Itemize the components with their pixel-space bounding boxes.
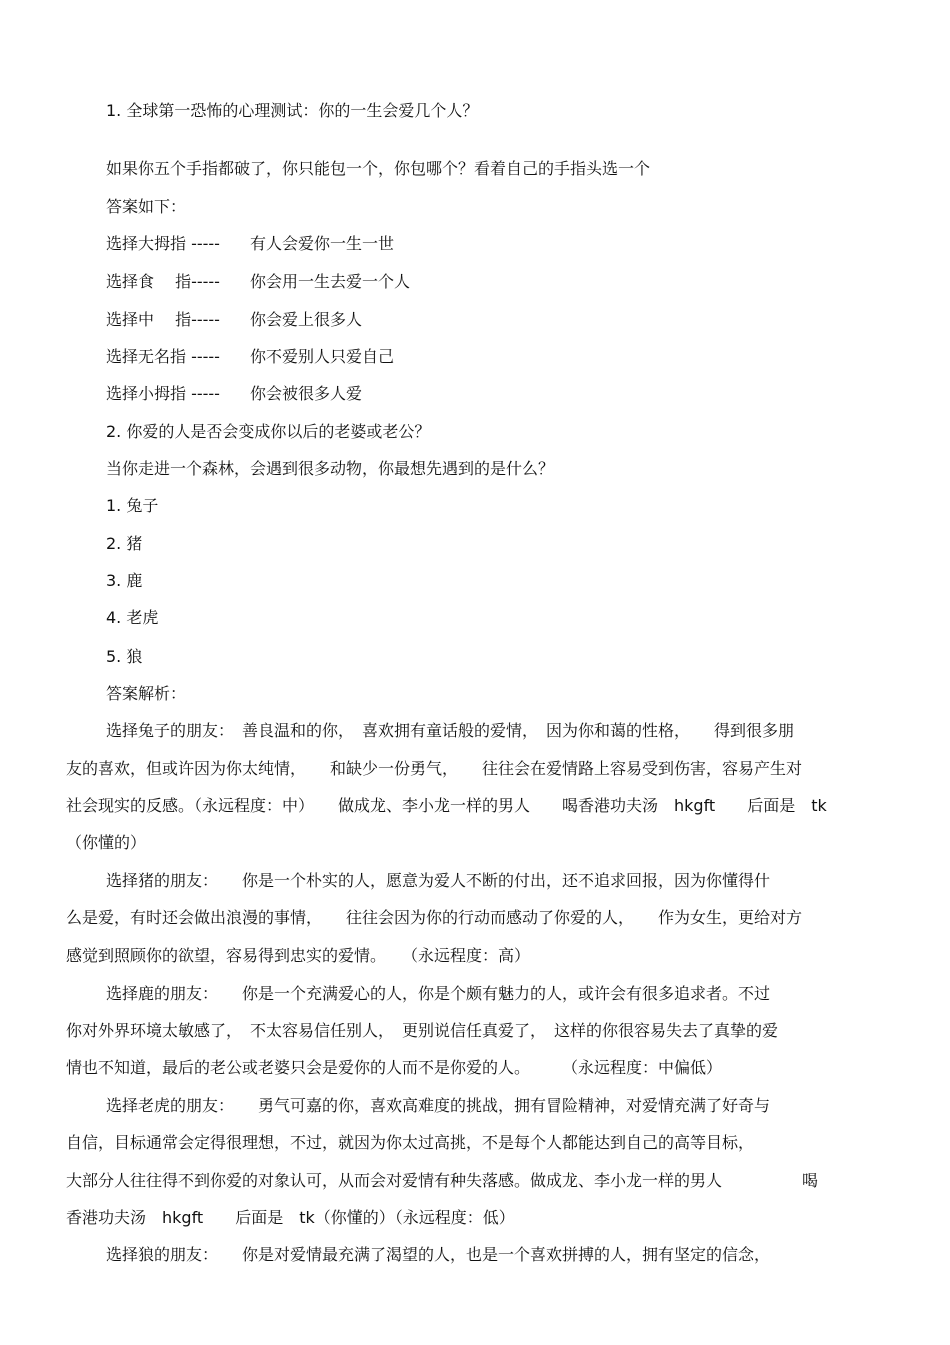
analysis-intro: 答案解析： — [106, 684, 187, 703]
animal-option: 5. 狼 — [106, 647, 143, 666]
finger-choice: 选择小拇指 ----- — [106, 384, 220, 403]
finger-result: 你不爱别人只爱自己 — [250, 347, 395, 366]
section1-question: 如果你五个手指都破了，你只能包一个，你包哪个？看着自己的手指头选一个 — [106, 159, 651, 178]
tiger-paragraph-line: 香港功夫汤 hkgft 后面是 tk（你懂的）（永远程度：低） — [66, 1208, 515, 1227]
finger-result: 你会用一生去爱一个人 — [250, 272, 411, 291]
rabbit-paragraph-line: 社会现实的反感。（永远程度：中） 做成龙、李小龙一样的男人 喝香港功夫汤 hkgft 后面是 tk — [66, 796, 827, 815]
section1-heading: 1. 全球第一恐怖的心理测试：你的一生会爱几个人？ — [106, 101, 479, 120]
deer-paragraph-line: 你对外界环境太敏感了， 不太容易信任别人， 更别说信任真爱了， 这样的你很容易失去了真挚的爱 — [66, 1021, 779, 1040]
wolf-paragraph-line: 选择狼的朋友： 你是对爱情最充满了渴望的人，也是一个喜欢拼搏的人，拥有坚定的信念， — [106, 1245, 771, 1264]
finger-result: 有人会爱你一生一世 — [250, 234, 395, 253]
deer-paragraph-line: 选择鹿的朋友： 你是一个充满爱心的人，你是个颇有魅力的人，或许会有很多追求者。不过 — [106, 984, 771, 1003]
rabbit-paragraph-line: （你懂的） — [66, 833, 147, 852]
finger-choice: 选择食 指----- — [106, 272, 220, 291]
finger-choice: 选择无名指 ----- — [106, 347, 220, 366]
finger-result: 你会被很多人爱 — [250, 384, 363, 403]
tiger-paragraph-line: 大部分人往往得不到你爱的对象认可，从而会对爱情有种失落感。做成龙、李小龙一样的男人 喝 — [66, 1171, 819, 1190]
answer-intro: 答案如下： — [106, 197, 187, 216]
finger-choice: 选择中 指----- — [106, 310, 220, 329]
section2-question: 当你走进一个森林，会遇到很多动物，你最想先遇到的是什么？ — [106, 459, 555, 478]
pig-paragraph-line: 感觉到照顾你的欲望，容易得到忠实的爱情。 （永远程度：高） — [66, 946, 531, 965]
animal-option: 4. 老虎 — [106, 608, 159, 627]
deer-paragraph-line: 情也不知道，最后的老公或老婆只会是爱你的人而不是你爱的人。 （永远程度：中偏低） — [66, 1058, 723, 1077]
rabbit-paragraph-line: 友的喜欢，但或许因为你太纯情， 和缺少一份勇气， 往往会在爱情路上容易受到伤害，容易产生对 — [66, 759, 803, 778]
pig-paragraph-line: 选择猪的朋友： 你是一个朴实的人，愿意为爱人不断的付出，还不追求回报，因为你懂得什 — [106, 871, 771, 890]
section2-heading: 2. 你爱的人是否会变成你以后的老婆或老公？ — [106, 422, 431, 441]
tiger-paragraph-line: 选择老虎的朋友： 勇气可嘉的你，喜欢高难度的挑战，拥有冒险精神，对爱情充满了好奇与 — [106, 1096, 771, 1115]
rabbit-paragraph-line: 选择兔子的朋友： 善良温和的你， 喜欢拥有童话般的爱情， 因为你和蔼的性格， 得到很多朋 — [106, 721, 795, 740]
animal-option: 1. 兔子 — [106, 496, 159, 515]
pig-paragraph-line: 么是爱，有时还会做出浪漫的事情， 往往会因为你的行动而感动了你爱的人， 作为女生，更给对方 — [66, 908, 803, 927]
finger-result: 你会爱上很多人 — [250, 310, 363, 329]
finger-choice: 选择大拇指 ----- — [106, 234, 220, 253]
animal-option: 2. 猪 — [106, 534, 143, 553]
tiger-paragraph-line: 自信，目标通常会定得很理想，不过，就因为你太过高挑，不是每个人都能达到自己的高等目标， — [66, 1133, 755, 1152]
animal-option: 3. 鹿 — [106, 571, 143, 590]
